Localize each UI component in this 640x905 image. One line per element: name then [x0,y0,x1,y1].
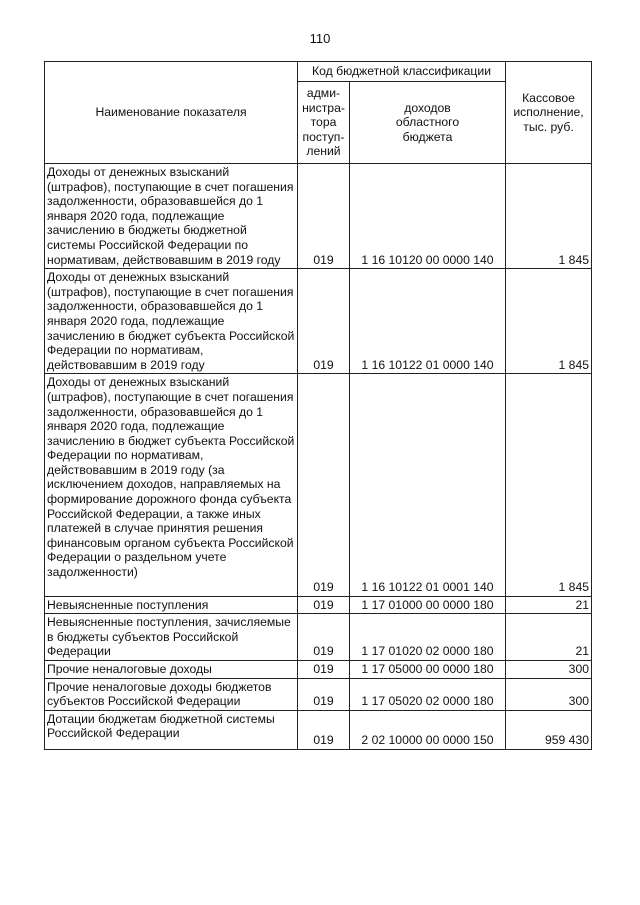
row-revenue-code: 1 17 01000 00 0000 180 [350,596,506,614]
row-admin-code: 019 [298,661,350,679]
row-amount: 1 845 [506,164,592,269]
row-amount: 1 845 [506,374,592,596]
page-number: 110 [309,31,331,46]
row-name: Доходы от денежных взысканий (штрафов), поступающие в счет погашения задолженности, образовавшейся до 1 января 2020 года, подлежащие зачислению в бюджеты бюджетной системы Российской Федерации по нормативам, действовавшим в 2019 году [45,164,298,269]
header-admin: адми-нистра-тора поступ-лений [298,82,350,164]
row-revenue-code: 1 17 01020 02 0000 180 [350,614,506,661]
row-admin-code: 019 [298,678,350,710]
table-row [45,678,592,710]
header-amount: Кассовое исполнение, тыс. руб. [506,62,592,164]
row-amount: 21 [506,596,592,614]
table-row [45,596,592,614]
row-amount: 300 [506,661,592,679]
row-name: Невыясненные поступления, зачисляемые в бюджеты субъектов Российской Федерации [45,614,298,661]
row-name: Прочие неналоговые доходы бюджетов субъектов Российской Федерации [45,678,298,710]
header-code-group: Код бюджетной классификации [298,62,506,82]
row-revenue-code: 1 16 10120 00 0000 140 [350,164,506,269]
table-row [45,374,592,596]
row-name: Невыясненные поступления [45,596,298,614]
row-admin-code: 019 [298,164,350,269]
header-revenue: доходов областного бюджета [350,82,506,164]
row-revenue-code: 1 17 05000 00 0000 180 [350,661,506,679]
row-name: Дотации бюджетам бюджетной системы Российской Федерации [45,710,298,749]
row-name: Доходы от денежных взысканий (штрафов), поступающие в счет погашения задолженности, образовавшейся до 1 января 2020 года, подлежащие зачислению в бюджет субъекта Российской Федерации по нормативам, действовавшим в 2019 году [45,269,298,374]
row-name: Прочие неналоговые доходы [45,661,298,679]
row-admin-code: 019 [298,614,350,661]
row-name: Доходы от денежных взысканий (штрафов), поступающие в счет погашения задолженности, образовавшейся до 1 января 2020 года, подлежащие зачислению в бюджет субъекта Российской Федерации по нормативам, действовавшим в 2019 году (за исключением доходов, направляемых на формирование дорожного фонда субъекта Российской Федерации, а также иных платежей в случае принятия решения финансовым органом субъекта Российской Федерации о раздельном учете задолженности) [45,374,298,596]
row-revenue-code: 1 16 10122 01 0000 140 [350,269,506,374]
table-row [45,710,592,749]
table-row [45,269,592,374]
table-row [45,164,592,269]
table-row [45,661,592,679]
row-amount: 959 430 [506,710,592,749]
row-amount: 300 [506,678,592,710]
row-revenue-code: 1 17 05020 02 0000 180 [350,678,506,710]
table-body [45,164,592,750]
row-admin-code: 019 [298,269,350,374]
row-revenue-code: 2 02 10000 00 0000 150 [350,710,506,749]
row-revenue-code: 1 16 10122 01 0001 140 [350,374,506,596]
row-admin-code: 019 [298,710,350,749]
header-name: Наименование показателя [45,62,298,164]
budget-table [44,61,592,750]
table-header [45,62,592,164]
table-row [45,614,592,661]
row-amount: 1 845 [506,269,592,374]
row-admin-code: 019 [298,596,350,614]
row-amount: 21 [506,614,592,661]
row-admin-code: 019 [298,374,350,596]
